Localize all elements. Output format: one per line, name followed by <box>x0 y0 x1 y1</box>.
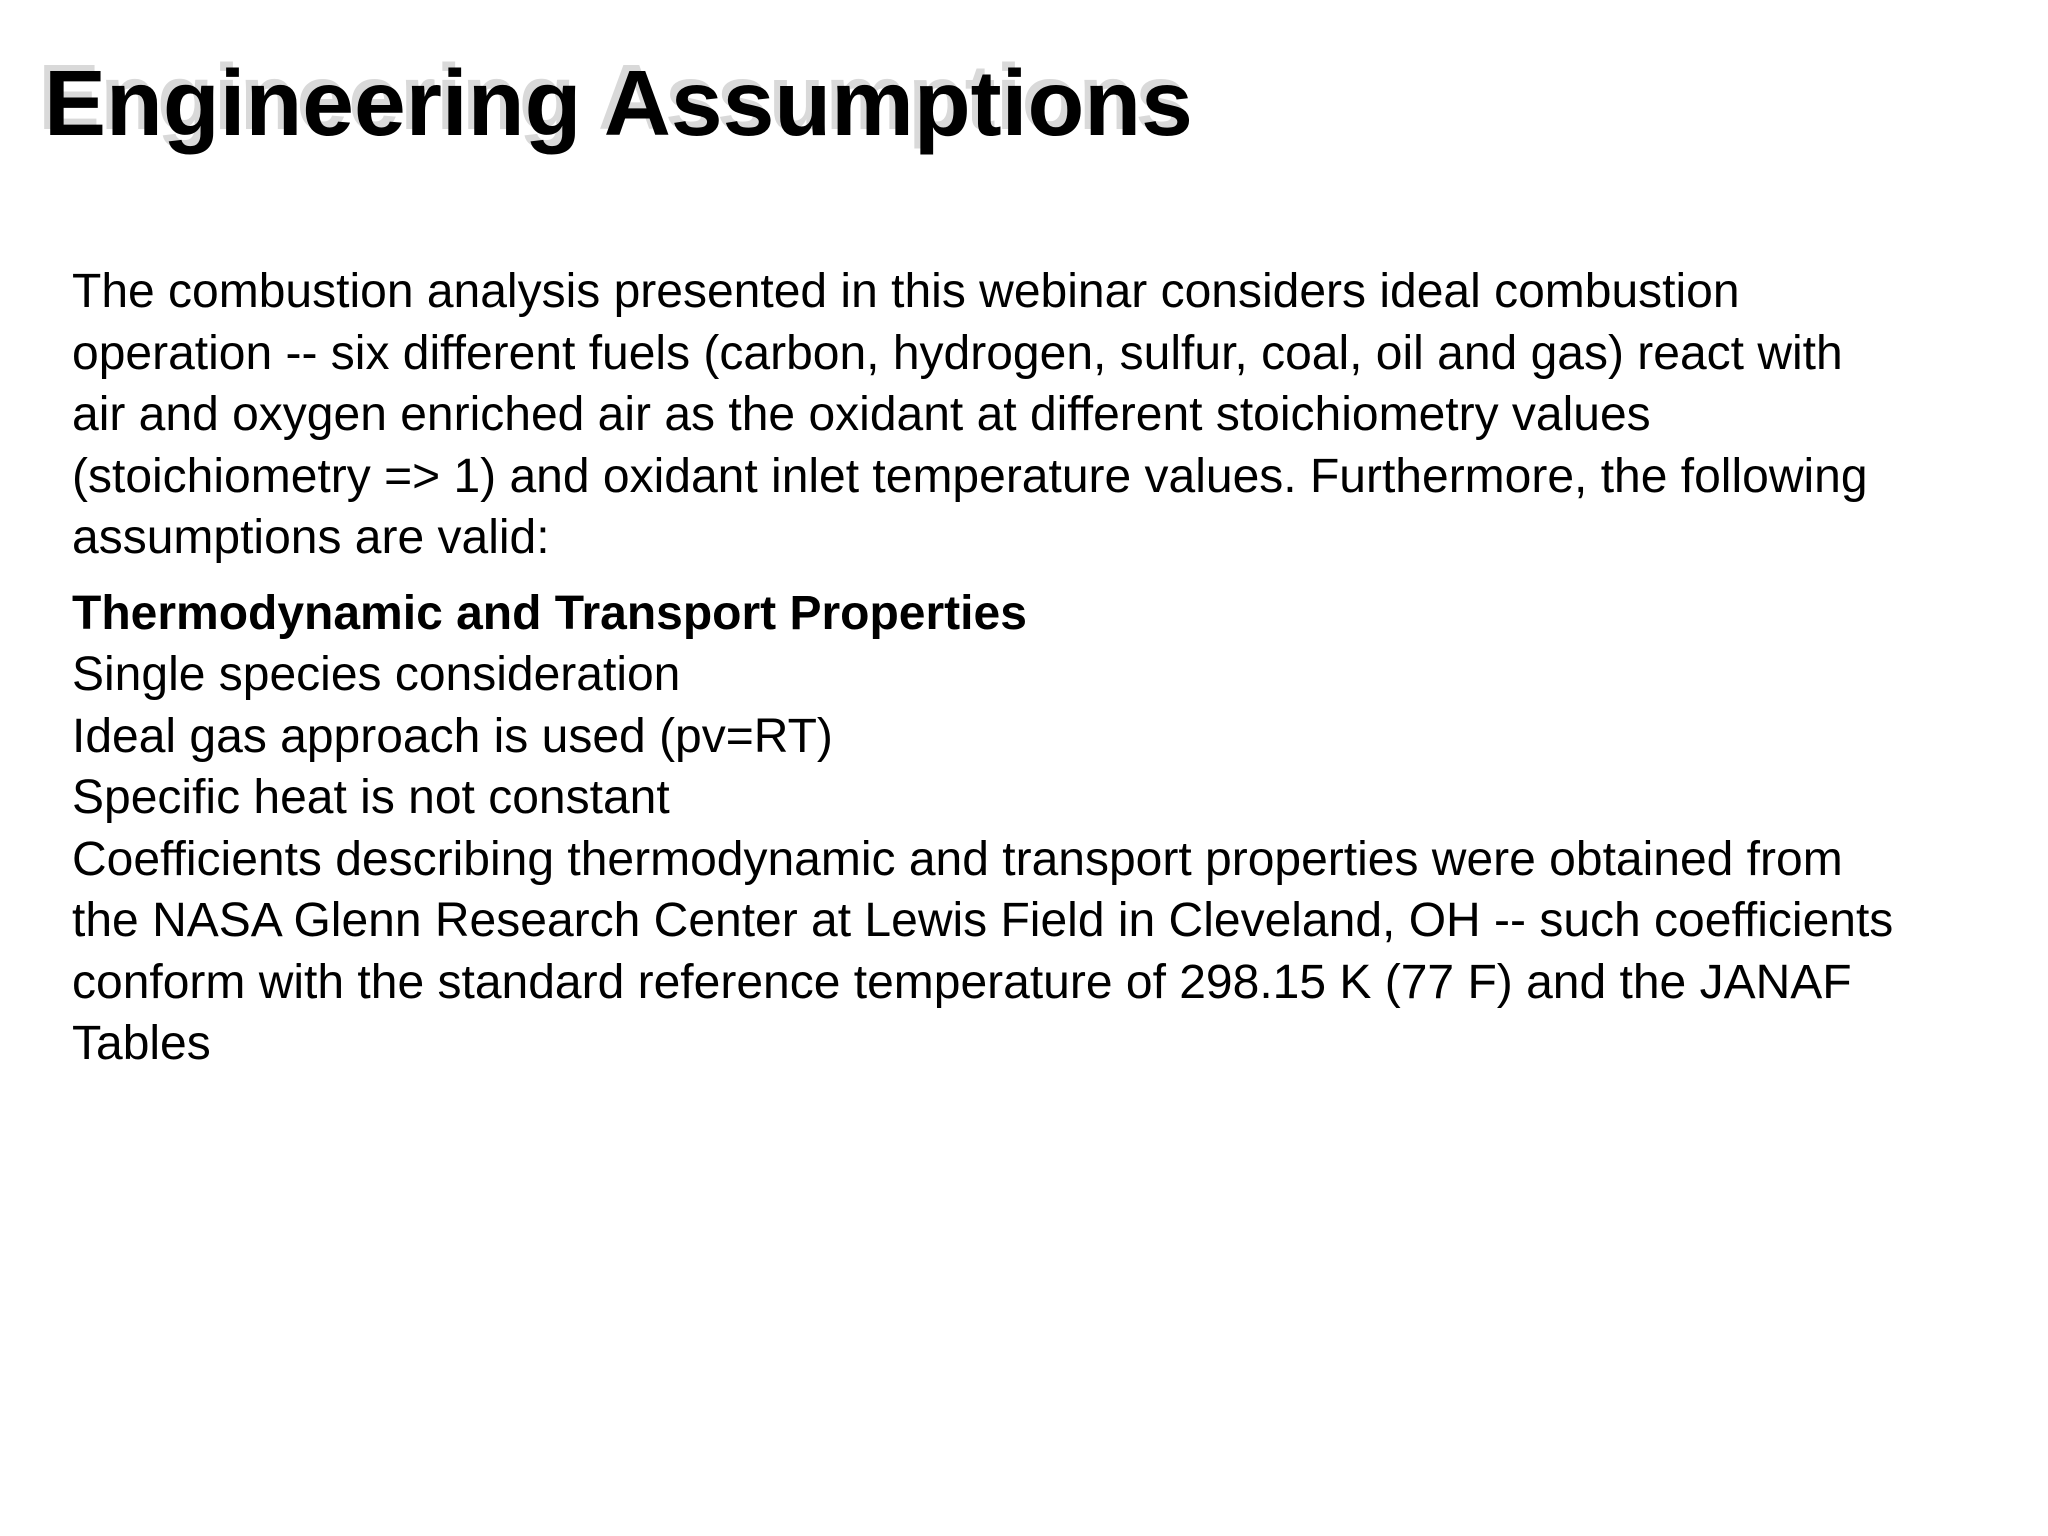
assumption-item <box>72 706 2032 768</box>
section-heading: Thermodynamic and Transport Properties <box>72 586 1027 640</box>
assumption-line: Coefficients describing thermodynamic and transport properties were obtained from <box>72 832 1843 886</box>
assumption-line: the NASA Glenn Research Center at Lewis Field in Cleveland, OH -- such coefficients <box>72 894 1894 947</box>
assumption-line: Specific heat is not constant <box>72 771 670 824</box>
intro-line: assumptions are valid: <box>72 511 550 564</box>
intro-line: operation -- six different fuels (carbon, hydrogen, sulfur, coal, oil and gas) react with <box>72 326 1843 380</box>
assumption-line: Tables <box>72 1017 211 1070</box>
assumption-list <box>72 644 2032 1075</box>
slide-body <box>72 261 2032 1075</box>
assumption-item <box>72 644 2032 706</box>
intro-line: The combustion analysis presented in this webinar considers ideal combustion <box>72 265 1740 318</box>
intro-line: air and oxygen enriched air as the oxidant at different stoichiometry values <box>72 388 1651 441</box>
assumption-line: Ideal gas approach is used (pv=RT) <box>72 709 833 763</box>
assumption-item <box>72 767 2032 829</box>
intro-paragraph <box>72 261 2032 569</box>
assumption-line: Single species consideration <box>72 648 681 701</box>
intro-line: (stoichiometry => 1) and oxidant inlet temperature values. Furthermore, the following <box>72 449 1868 503</box>
assumption-item <box>72 829 2032 1075</box>
assumption-line: conform with the standard reference temperature of 298.15 K (77 F) and the JANAF <box>72 955 1852 1009</box>
slide-title: Engineering Assumptions <box>44 51 1193 155</box>
